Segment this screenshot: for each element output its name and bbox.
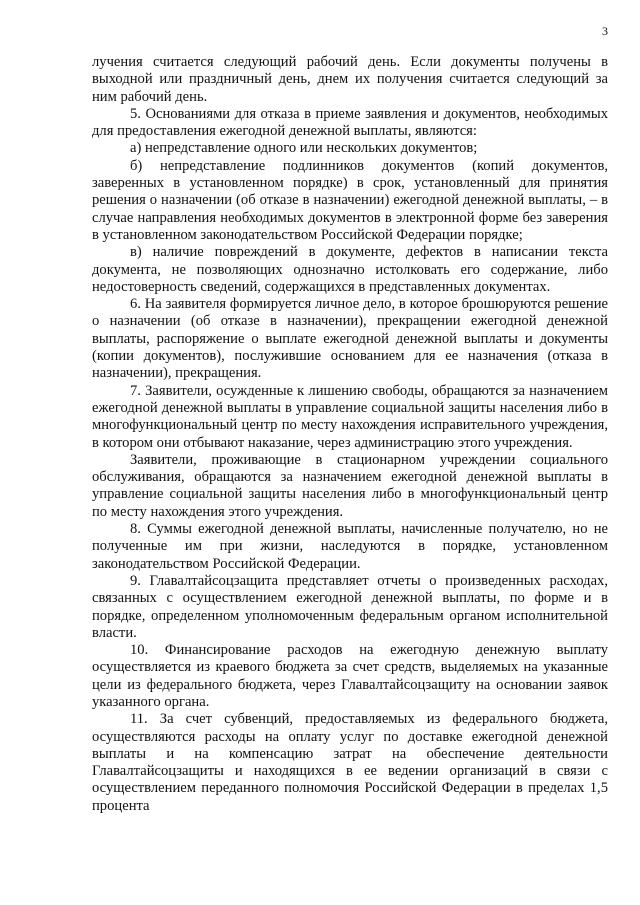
paragraph-8: 8. Суммы ежегодной денежной выплаты, начисленные получателю, но не полученные им при жизни, наследуются в порядке, установленном законодательством Российской Федерации. — [92, 521, 608, 572]
paragraph-5b: б) непредставление подлинников документов (копий документов, заверенных в установленном порядке) в срок, установленный для принятия решения о назначении (об отказе в назначении) ежегодной денежной выплаты, – в случае направления необходимых документов в электронной форме без заверения в установленном законодательством Российской Федерации порядке; — [92, 157, 608, 243]
paragraph-6: 6. На заявителя формируется личное дело, в которое брошюруются решение о назначении (об отказе в назначении), прекращении ежегодной денежной выплаты, распоряжение о выплате ежегодной денежной выплаты и документы (копии документов), послужившие основанием для ее назначения (отказа в назначении), прекращения. — [92, 296, 608, 382]
paragraph-continuation: лучения считается следующий рабочий день. Если документы получены в выходной или праздничный день, днем их получения считается следующий за ним рабочий день. — [92, 54, 608, 105]
paragraph-10: 10. Финансирование расходов на ежегодную денежную выплату осуществляется из краевого бюджета за счет средств, выделяемых на указанные цели из федерального бюджета, через Главалтайсоцзащиту на основании заявок указанного органа. — [92, 642, 608, 710]
paragraph-5: 5. Основаниями для отказа в приеме заявления и документов, необходимых для предоставления ежегодной денежной выплаты, являются: — [92, 105, 608, 140]
paragraph-11: 11. За счет субвенций, предоставляемых из федерального бюджета, осуществляются расходы на оплату услуг по доставке ежегодной денежной выплаты и на компенсацию затрат на обеспечение деятельности Главалтайсоцзащиты и находящихся в ее ведении организаций в связи с осуществлением переданного полномочия Российской Федерации в пределах 1,5 процента — [92, 711, 608, 814]
paragraph-5v: в) наличие повреждений в документе, дефектов в написании текста документа, не позволяющих однозначно истолковать его содержание, либо недостоверность сведений, содержащихся в представленных документах. — [92, 244, 608, 295]
paragraph-7: 7. Заявители, осужденные к лишению свободы, обращаются за назначением ежегодной денежной выплаты в управление социальной защиты населения либо в многофункциональный центр по месту нахождения исправительного учреждения, в котором они отбывают наказание, через администрацию этого учреждения. — [92, 382, 608, 451]
paragraph-9: 9. Главалтайсоцзащита представляет отчеты о произведенных расходах, связанных с осуществлением ежегодной денежной выплаты, по форме и в порядке, определенном уполномоченным федеральным органом исполнительной власти. — [92, 572, 608, 641]
page-number: 3 — [602, 24, 608, 38]
paragraph-7-second: Заявители, проживающие в стационарном учреждении социального обслуживания, обращаются за назначением ежегодной денежной выплаты в управление социальной защиты населения либо в многофункциональный центр по месту нахождения этого учреждения. — [92, 451, 608, 520]
paragraph-5a: а) непредставление одного или нескольких документов; — [130, 140, 478, 157]
document-body — [92, 54, 608, 815]
